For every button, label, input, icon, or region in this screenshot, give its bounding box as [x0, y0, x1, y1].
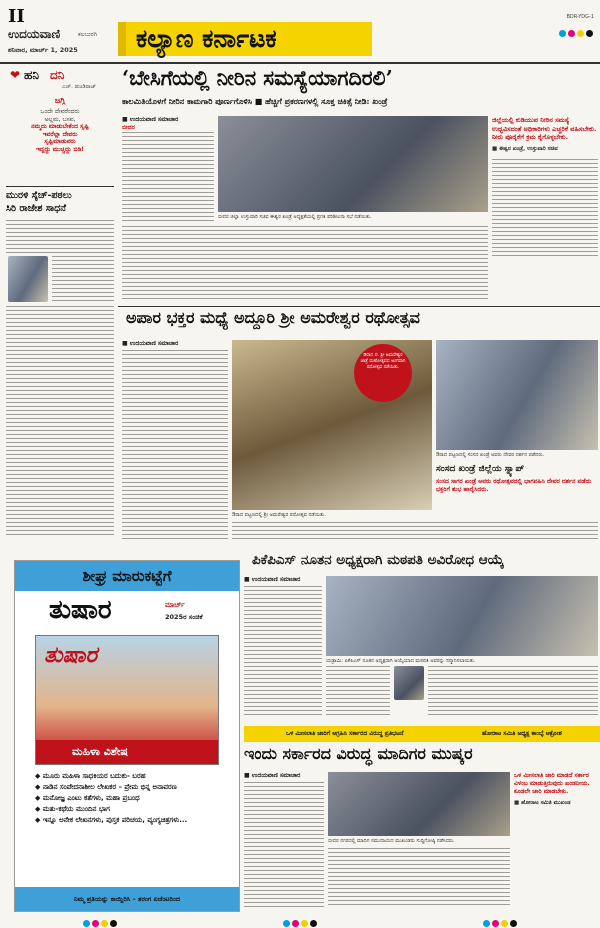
main-subheadline: ಕಾಲಮಿತಿಯೊಳಗೆ ನೀರಿನ ಕಾಮಗಾರಿ ಪೂರ್ಣಗೊಳಿಸಿ ■ ಹೆಚ್ಚಿಗೆ ಪ್ರಕರಣಗಳಲ್ಲಿ ಸೂಕ್ತ ಚಿಕಿತ್ಸೆ ನೀಡಿ: ಖಂಡ್ರೆ — [122, 96, 388, 106]
madiga-side-quote: ಒಳ ಮೀಸಲಾತಿ ಜಾರಿ ಮಾಡದೆ ಸರ್ಕಾರ ವಿಳಂಬ ಮಾಡುತ್ತಿರುವುದು ಖಂಡನೀಯ. ಕೂಡಲೇ ಜಾರಿ ಮಾಡಬೇಕು. — [514, 772, 590, 795]
hani-title: ಹನಿ — [24, 68, 39, 82]
madiga-side-quote-author: ■ ಹೋರಾಟ ಸಮಿತಿ ಮುಖಂಡ — [514, 800, 571, 806]
ad-magazine-name: ತುಷಾರ — [49, 595, 112, 625]
poem-lines: ಒಂದೇ ದೇವರೆಂದರು ಅಲ್ಲಮ, ಬಸವ, ನಮ್ಮದು ಮಾಡುಬೇಕೆಂದ ಸೃಷ್ಟಿ ಇವರೆಲ್ಲಾ ದೇವರು ಸೃಷ್ಟಿಮಾಡುವರು ಇದ್ದದ್ದು ಮುಚ್ಚಿದ್ದು ಬಿಡಿ! — [31, 108, 89, 153]
rathotsava-story — [118, 308, 600, 546]
color-registration-bottom — [0, 916, 600, 926]
madiga-headline: ಇಂದು ಸರ್ಕಾರದ ವಿರುದ್ಧ ಮಾದಿಗರ ಮುಷ್ಕರ — [244, 744, 473, 763]
ad-bullets: ◆ ಮೂರು ಮಹಿಳಾ ಸಾಧಕಿಯರ ಬದುಕು- ಬರಹ ◆ ನಾಡಿನ ಸಂವೇದನಾಶೀಲ ಲೇಖಕರ – ಪ್ರೇಮ ಭಿನ್ನ ಅನಾವರಣ ◆ ಮನೋಜ್ಞ ಎಂಟು ಕತೆಗಳು, ಮಹಾ ಪ್ರಬಂಧ ◆ ಮತು-ಕಥೆಯ ಮುಂದಿನ ಭಾಗ ◆ ಇನ್ನೂ ಅನೇಕ ಲೇಖನಗಳು, ಪುಸ್ತಕ ಪರಿಚಯ, ವ್ಯಂಗ್ಯಚಿತ್ರಗಳು... — [35, 772, 188, 824]
ad-footer: ನಿಮ್ಮ ಪ್ರತಿಯನ್ನು ಕಾಯ್ದಿರಿಸಿ – ತರಂಗ ಏಜೆಂಟರಿಂದ — [73, 895, 181, 903]
side-quote: ಜಿಲ್ಲೆಯಲ್ಲಿ ಕುಡಿಯುವ ನೀರಿನ ಸಮಸ್ಯೆ ಉದ್ಭವಿಸದಂತೆ ಅಧಿಕಾರಿಗಳು ಎಚ್ಚರಿಕೆ ವಹಿಸಬೇಕು. ನೀರು ಪೂರೈಕೆಗೆ ಕ್ರಮ ಕೈಗೊಳ್ಳಬೇಕು. — [492, 116, 597, 141]
ad-title: ಶೀಘ್ರ ಮಾರುಕಟ್ಟೆಗೆ — [82, 567, 172, 585]
ad-title-band — [15, 561, 239, 591]
reservation-strip — [244, 726, 600, 742]
mp-photo-caption: ಔರಾದ ಪಟ್ಟಣದಲ್ಲಿ ಸಂಸದ ಖಂಡ್ರೆ ಅವರು ದೇವರ ದರ್ಶನ ಪಡೆದರು. — [436, 452, 545, 458]
madiga-side-quote-box — [514, 772, 600, 908]
pkps-photo — [326, 576, 598, 656]
main-byline: ■ ಉದಯವಾಣಿ ಸಮಾಚಾರ — [122, 116, 179, 123]
side-quote-author: ■ ಈಶ್ವರ ಖಂಡ್ರೆ, ಉಸ್ತುವಾರಿ ಸಚಿವ — [492, 145, 558, 152]
pkps-photo-caption: ಯಡ್ರಾಮಿ: ಪಿಕೆಪಿಎಸ್ ನೂತನ ಅಧ್ಯಕ್ಷರಾಗಿ ಆಯ್ಕೆಯಾದ ಮಠಪತಿ ಅವರನ್ನು ಸನ್ಮಾನಿಸಲಾಯಿತು. — [326, 658, 476, 664]
main-photo-caption: ಬೀದರ ಜಿಲ್ಲಾ ಉಸ್ತುವಾರಿ ಸಚಿವ ಈಶ್ವರ ಖಂಡ್ರೆ ಅಧ್ಯಕ್ಷತೆಯಲ್ಲಿ ಪ್ರಗತಿ ಪರಿಶೀಲನಾ ಸಭೆ ನಡೆಯಿತು. — [218, 214, 372, 220]
pkps-portrait — [394, 666, 424, 700]
madiga-photo-caption: ಬೀದರ ನಗರದಲ್ಲಿ ಮಾದಿಗ ಸಮುದಾಯದ ಮುಖಂಡರು ಸುದ್ದಿಗೋಷ್ಠಿ ನಡೆಸಿದರು. — [328, 838, 455, 844]
poem-title: ಜಗ್ಗಿ — [54, 96, 66, 105]
madiga-story — [244, 744, 600, 914]
edition-label: ಕಲಬುರಗಿ — [78, 31, 98, 38]
issue-date: ಶನಿವಾರ, ಮಾರ್ಚ್ 1, 2025 — [8, 46, 78, 54]
madiga-photo — [328, 772, 510, 836]
masthead — [0, 0, 600, 62]
color-registration-top — [558, 22, 594, 41]
main-headline: ‘ಬೇಸಿಗೆಯಲ್ಲಿ ನೀರಿನ ಸಮಸ್ಯೆಯಾಗದಿರಲಿ’ — [122, 66, 393, 90]
murali-headline-2: ಸಿರಿ ರಾಜೇಶ ಸಾಧನೆ — [6, 203, 66, 214]
ad-cover — [35, 635, 219, 765]
main-photo — [218, 116, 488, 212]
side-quote-box — [492, 116, 598, 300]
mp-photo — [436, 340, 598, 450]
madiga-byline: ■ ಉದಯವಾಣಿ ಸಮಾಚಾರ — [244, 772, 301, 779]
rathotsava-photo-caption: ಔರಾದ ಪಟ್ಟಣದಲ್ಲಿ ಶ್ರೀ ಅಮರೇಶ್ವರ ರಥೋತ್ಸವ ನಡೆಯಿತು. — [232, 512, 326, 518]
ad-cover-logo: ತುಷಾರ — [44, 642, 98, 668]
section-title: ಕಲ್ಯಾಣ ಕರ್ನಾಟಕ — [136, 24, 277, 53]
ad-month: ಮಾರ್ಚ್ — [165, 601, 185, 609]
pkps-story — [244, 552, 600, 722]
ad-cover-special-band — [36, 740, 218, 764]
murali-story — [6, 190, 114, 542]
murali-headline-1: ಮುರಳಿ ಸ್ಕೆಚ್-ಪಠಲು — [6, 190, 72, 201]
mp-headline: ಸಂಸದ ಖಂಡ್ರೆ ಜಿಲ್ಲೆಯ ಸ್ನ್ಯಾಪ್ — [436, 464, 525, 474]
pkps-byline: ■ ಉದಯವಾಣಿ ಸಮಾಚಾರ — [244, 576, 301, 583]
ad-footer-band — [15, 887, 239, 911]
strip-left: ಒಳ ಮೀಸಲಾತಿ ಜಾರಿಗೆ ಆಗ್ರಹಿಸಿ ಸರ್ಕಾರದ ವಿರುದ್ಧ ಪ್ರತಿಭಟನೆ — [286, 730, 404, 737]
pkps-headline: ಪಿಕೆಪಿಎಸ್ ನೂತನ ಅಧ್ಯಕ್ಷರಾಗಿ ಮಠಪತಿ ಅವಿರೋಧ ಆಯ್ಕೆ — [252, 552, 504, 568]
strip-right: ಹೋರಾಟ ಸಮಿತಿ ಅಧ್ಯಕ್ಷ ಕಾಂಬ್ಳೆ ಆಕ್ರೋಶ — [482, 730, 562, 737]
tushara-ad — [14, 560, 240, 912]
main-story — [118, 66, 600, 306]
page-number: II — [8, 6, 25, 27]
section-title-band — [118, 22, 372, 56]
heart-icon: ❤ — [10, 68, 21, 82]
hani-dani-author: ಎಚ್. ಡುಂಡಿರಾಜ್ — [62, 84, 97, 90]
ad-issue: 2025ರ ಸಂಚಿಕೆ — [165, 613, 203, 621]
author-portrait — [8, 256, 48, 302]
rathotsava-headline: ಅಪಾರ ಭಕ್ತರ ಮಧ್ಯೆ ಅದ್ದೂರಿ ಶ್ರೀ ಅಮರೇಶ್ವರ ರಥೋತ್ಸವ — [126, 308, 420, 327]
mp-text: ಸಂಸದ ಸಾಗರ ಖಂಡ್ರೆ ಅವರು ರಥೋತ್ಸವದಲ್ಲಿ ಭಾಗವಹಿಸಿ ದೇವರ ದರ್ಶನ ಪಡೆದು ಭಕ್ತರಿಗೆ ಶುಭ ಹಾರೈಸಿದರು. — [436, 478, 592, 493]
paper-name: ಉದಯವಾಣಿ — [8, 27, 61, 41]
ad-special: ಮಹಿಳಾ ವಿಶೇಷ — [72, 745, 128, 758]
dani-title: ದನಿ — [50, 68, 65, 82]
rathotsava-byline: ■ ಉದಯವಾಣಿ ಸಮಾಚಾರ — [122, 340, 179, 347]
print-code: BDR-YDG-1 — [566, 14, 594, 20]
main-dateline: ಬೀದರ — [122, 124, 135, 131]
circle-note: ಔರಾದ ಪ. ಶ್ರೀ ಅಮರೇಶ್ವರ ಜಾತ್ರೆ ಮಹೋತ್ಸವದ ಅಂಗವಾಗಿ ರಥೋತ್ಸವ ನಡೆಯಿತು. — [354, 344, 412, 402]
hani-dani-column — [6, 66, 114, 184]
